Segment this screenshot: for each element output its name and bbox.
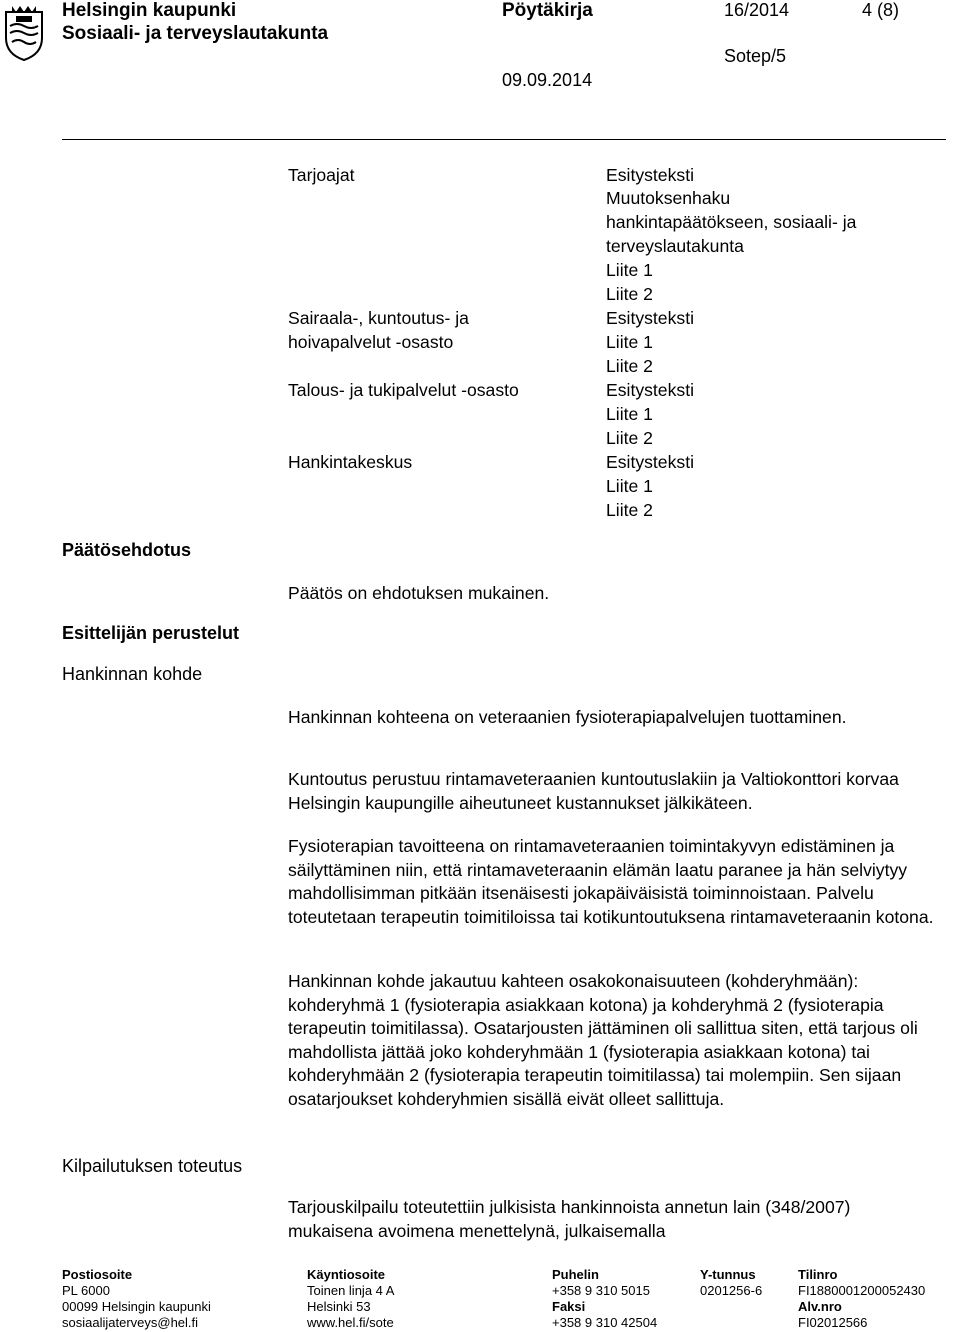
footer-phone (552, 1267, 657, 1331)
attachment-group-label: hoivapalvelut -osasto (288, 332, 454, 352)
section-heading-rationale: Esittelijän perustelut (62, 623, 240, 643)
attachment-group-label: Talous- ja tukipalvelut -osasto (288, 380, 519, 400)
footer-label: Faksi (552, 1299, 586, 1314)
attachment-item[interactable]: Liite 1 (606, 332, 653, 352)
board-name: Sosiaali- ja terveyslautakunta (62, 23, 329, 44)
document-date: 09.09.2014 (502, 70, 593, 90)
attachment-item[interactable]: Esitysteksti (606, 308, 694, 328)
document-number: 16/2014 (724, 0, 790, 20)
footer-label: Y-tunnus (700, 1267, 756, 1282)
attachment-item[interactable]: Liite 2 (606, 428, 653, 448)
footer-value: 0201256-6 (700, 1283, 763, 1298)
reference-code: Sotep/5 (724, 46, 787, 66)
footer-value: Helsinki 53 (307, 1299, 371, 1314)
attachment-item[interactable]: Liite 2 (606, 356, 653, 376)
attachment-item[interactable]: terveyslautakunta (606, 236, 744, 256)
footer-label: Puhelin (552, 1267, 599, 1282)
section-heading-tendering: Kilpailutuksen toteutus (62, 1156, 243, 1176)
attachment-item[interactable]: Esitysteksti (606, 452, 694, 472)
attachment-group-label: Sairaala-, kuntoutus- ja (288, 308, 469, 328)
body-paragraph: Hankinnan kohteena on veteraanien fysioterapiapalvelujen tuottaminen. (288, 707, 847, 727)
body-paragraph: Hankinnan kohde jakautuu kahteen osakokonaisuuteen (kohderyhmään): kohderyhmä 1 (fysioterapia asiakkaan kotona) ja kohderyhmä 2 (fysioterapia terapeutin toimitilassa). Osatarjousten jättäminen oli sallittua siten, että tarjous oli mahdollista jättää joko kohderyhmään 1 (fysioterapia asiakkaan kotona) tai kohderyhmään 2 (fysioterapia terapeutin toimitilassa) tai molempiin. Sen sijaan osatarjoukset kohderyhmien sisällä eivät olleet sallittuja. (288, 971, 918, 1109)
document-type: Pöytäkirja (502, 0, 593, 21)
attachment-item[interactable]: Liite 2 (606, 284, 653, 304)
section-heading-proposal: Päätösehdotus (62, 540, 192, 560)
footer-label: Postiosoite (62, 1267, 133, 1282)
attachment-item[interactable]: Liite 1 (606, 476, 653, 496)
footer-postal-address (62, 1267, 211, 1331)
footer-value: PL 6000 (62, 1283, 110, 1298)
footer-label: Alv.nro (798, 1299, 842, 1314)
footer-business-id (700, 1267, 762, 1299)
footer-website-link[interactable]: www.hel.fi/sote (307, 1315, 394, 1330)
attachment-group-label: Tarjoajat (288, 165, 355, 185)
helsinki-crest-logo (2, 2, 46, 62)
section-heading-subject: Hankinnan kohde (62, 664, 203, 684)
attachment-item[interactable]: Liite 1 (606, 260, 653, 280)
header-divider (62, 139, 946, 140)
attachment-item[interactable]: Liite 2 (606, 500, 653, 520)
footer-value: FI02012566 (798, 1315, 868, 1330)
body-paragraph: Tarjouskilpailu toteutettiin julkisista hankinnoista annetun lain (348/2007) mukaisena avoimena menettelynä, julkaisemalla (288, 1197, 851, 1241)
footer-label: Tilinro (798, 1267, 838, 1282)
body-paragraph: Fysioterapian tavoitteena on rintamaveteraanien toimintakyvyn edistäminen ja säilyttäminen niin, että rintamaveteraanin elämän laatu paranee ja hän selviytyy mahdollisimman pitkään itsenäisesti jokapäiväisistä toiminnoistaan. Palvelu toteutetaan terapeutin toimitiloissa tai kotikuntoutuksena rintamaveteraanin kotona. (288, 836, 934, 927)
footer-account (798, 1267, 925, 1331)
footer-value: +358 9 310 5015 (552, 1283, 650, 1298)
decision-text: Päätös on ehdotuksen mukainen. (288, 583, 550, 603)
footer-value: Toinen linja 4 A (307, 1283, 395, 1298)
body-paragraph: Kuntoutus perustuu rintamaveteraanien kuntoutuslakiin ja Valtiokonttori korvaa Helsingin kaupungille aiheutuneet kustannukset jälkikäteen. (288, 769, 899, 813)
attachment-item[interactable]: hankintapäätökseen, sosiaali- ja (606, 212, 857, 232)
attachment-item[interactable]: Liite 1 (606, 404, 653, 424)
attachment-group-label: Hankintakeskus (288, 452, 413, 472)
page-number: 4 (8) (862, 0, 900, 20)
footer-label: Käyntiosoite (307, 1267, 386, 1282)
footer-visiting-address (307, 1267, 394, 1331)
footer-value: 00099 Helsingin kaupunki (62, 1299, 211, 1314)
footer-value: FI1880001200052430 (798, 1283, 926, 1298)
attachment-item[interactable]: Esitysteksti (606, 380, 694, 400)
organization-name: Helsingin kaupunki (62, 0, 237, 21)
attachment-item[interactable]: Esitysteksti (606, 165, 694, 185)
attachment-item[interactable]: Muutoksenhaku (606, 188, 731, 208)
footer-value: +358 9 310 42504 (552, 1315, 658, 1330)
footer-email-link[interactable]: sosiaalijaterveys@hel.fi (62, 1315, 199, 1330)
